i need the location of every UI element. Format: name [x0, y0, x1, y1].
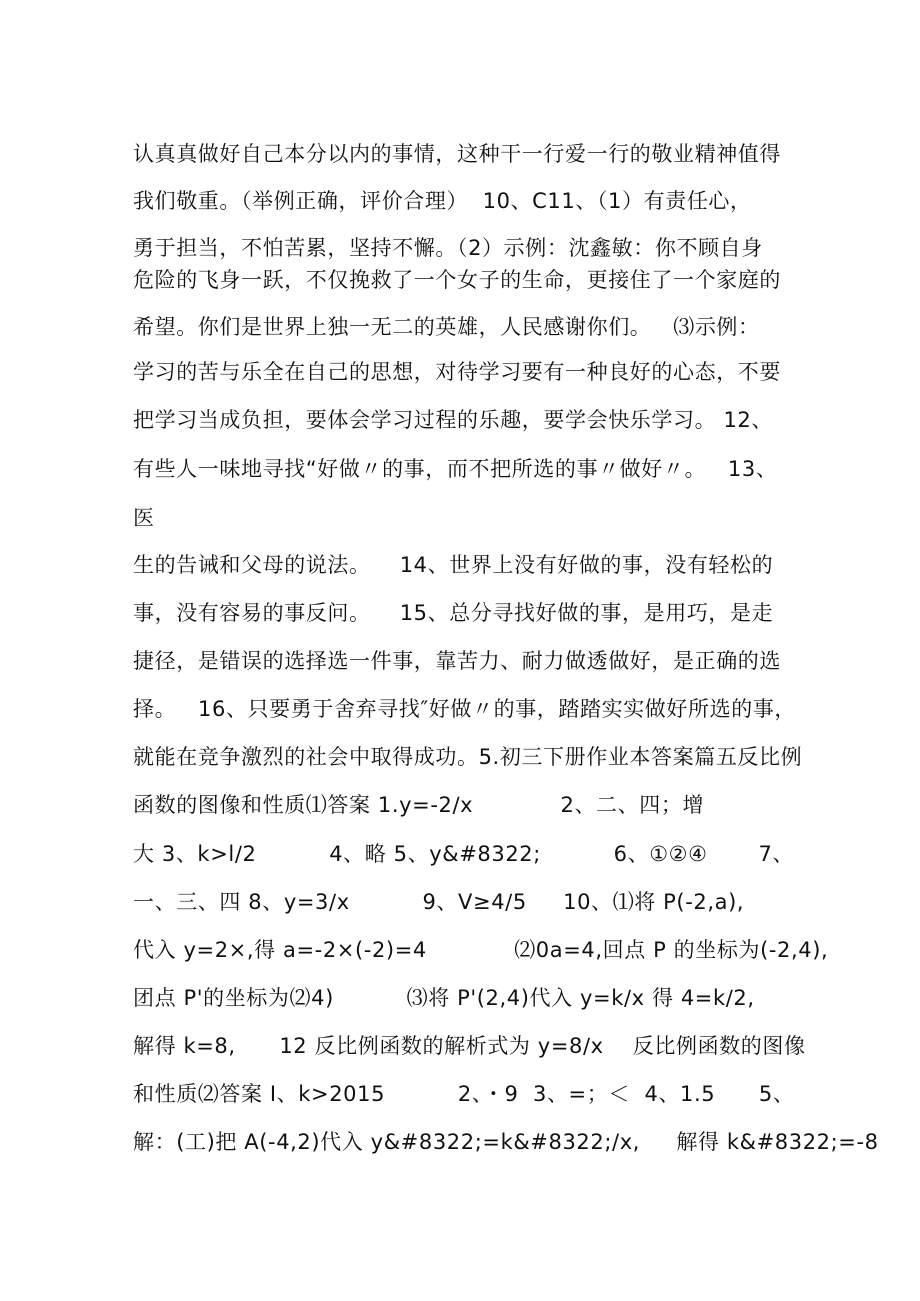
text-line: 择。 16、只要勇于舍弃寻找″好做〃的事，踏踏实实做好所选的事，	[133, 697, 796, 721]
text-line: 认真真做好自己本分以内的事情，这种干一行爱一行的敬业精神值得	[133, 142, 781, 166]
text-line: 解：(工)把 A(-4,2)代入 y&#8322;=k&#8322;/x, 解得 k&#8322;=-8	[133, 1130, 879, 1154]
text-line: 一、三、四 8、y=3∕x 9、V≥4∕5 10、⑴将 P(-2,a),	[133, 890, 745, 914]
text-line: 函数的图像和性质⑴答案 1.y=-2∕x 2、二、四；增	[133, 793, 705, 817]
text-line: 有些人一味地寻找“好做〃的事，而不把所选的事〃做好〃。 13、	[133, 457, 778, 481]
text-line: 就能在竞争激烈的社会中取得成功。5.初三下册作业本答案篇五反比例	[133, 745, 803, 769]
text-line: 团点 P'的坐标为⑵4) ⑶将 P'(2,4)代入 y=k∕x 得 4=k∕2,	[133, 986, 755, 1010]
text-line: 和性质⑵答案 I、k>2015 2、・9 3、=；＜ 4、1.5 5、	[133, 1082, 795, 1106]
text-line: 生的告诫和父母的说法。 14、世界上没有好做的事，没有轻松的	[133, 553, 774, 577]
text-line: 我们敬重。（举例正确，评价合理） 10、C11、（1）有责任心，	[133, 189, 752, 213]
text-line: 解得 k=8, 12 反比例函数的解析式为 y=8∕x 反比例函数的图像	[133, 1034, 806, 1058]
text-line: 捷径，是错误的选择选一件事，靠苦力、耐力做透做好，是正确的选	[133, 649, 781, 673]
text-line: 事，没有容易的事反问。 15、总分寻找好做的事，是用巧，是走	[133, 601, 774, 625]
text-line: 学习的苦与乐全在自己的思想，对待学习要有一种良好的心态，不要	[133, 360, 781, 384]
text-line: 勇于担当，不怕苦累，坚持不懈。（2）示例：沈鑫敏：你不顾自身	[133, 236, 763, 260]
text-line: 医	[133, 506, 155, 530]
text-line: 把学习当成负担，要体会学习过程的乐趣，要学会快乐学习。 12、	[133, 408, 773, 432]
text-line: 大 3、k>l∕2 4、略 5、y&#8322; 6、①②④ 7、	[133, 842, 795, 866]
text-line: 希望。你们是世界上独一无二的英雄，人民感谢你们。 ⑶示例：	[133, 315, 760, 339]
text-line: 代入 y=2×,得 a=-2×(-2)=4 ⑵0a=4,回点 P 的坐标为(-2,4),	[133, 938, 829, 962]
text-line: 危险的飞身一跃，不仅挽救了一个女子的生命，更接住了一个家庭的	[133, 268, 781, 292]
